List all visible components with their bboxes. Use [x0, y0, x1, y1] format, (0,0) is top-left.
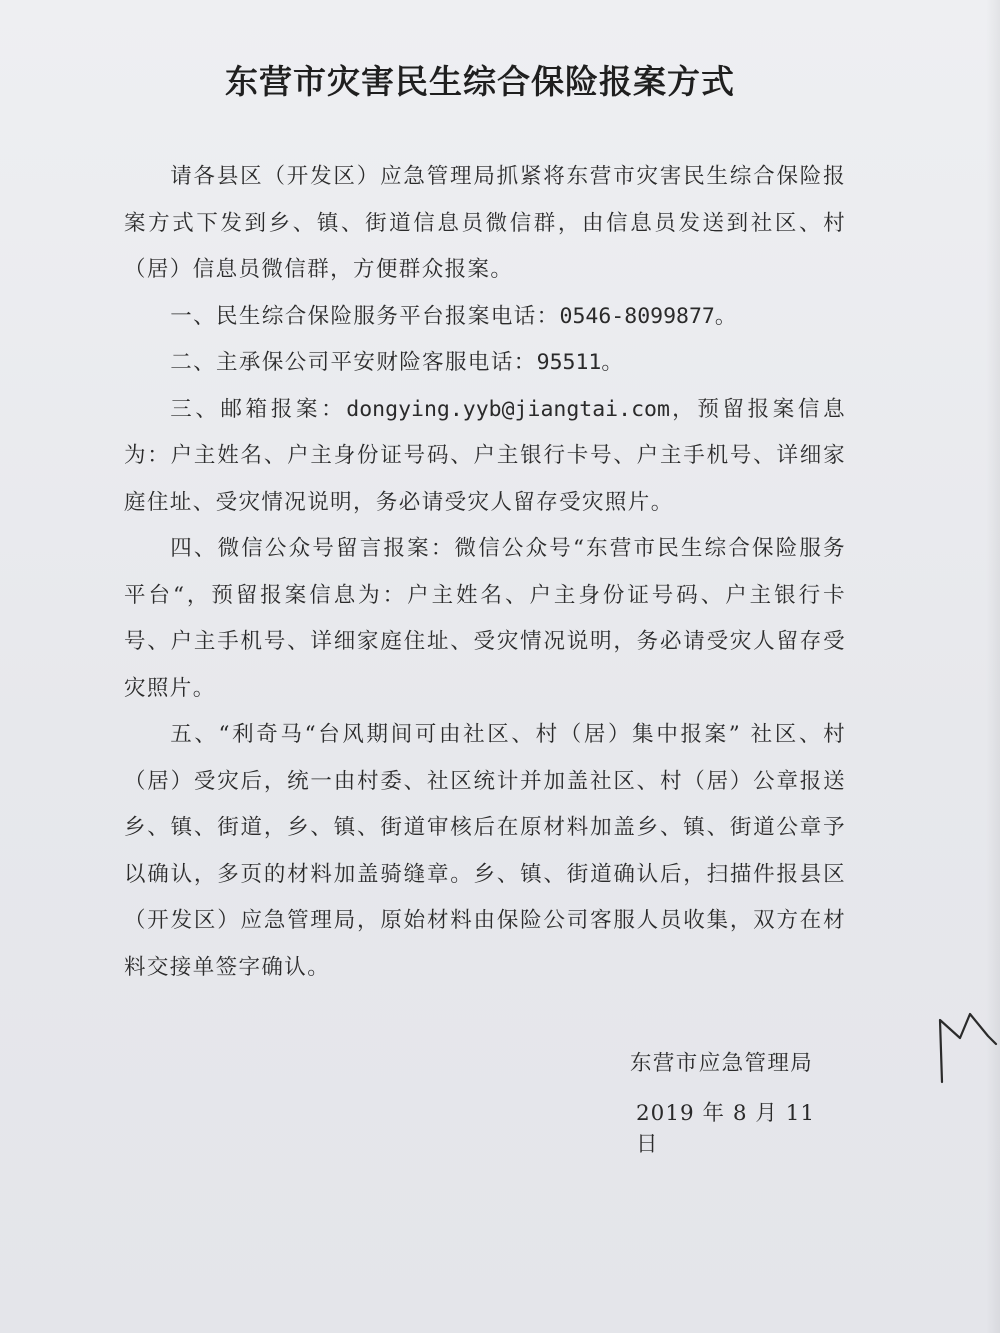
handwritten-mark-icon — [930, 1000, 1000, 1090]
hotline-number: 0546-8099877 — [559, 303, 715, 329]
item-5-paragraph: 五、“利奇马“台风期间可由社区、村（居）集中报案” 社区、村（居）受灾后，统一由村委、社区统计并加盖社区、村（居）公章报送乡、镇、街道，乡、镇、街道审核后在原材料加盖乡、镇、街道公章予以确认，多页的材料加盖骑缝章。乡、镇、街道确认后，扫描件报县区（开发区）应急管理局，原始材料由保险公司客服人员收集，双方在材料交接单签字确认。 — [124, 722, 846, 980]
issuing-authority: 东营市应急管理局 — [630, 1051, 814, 1076]
report-email: dongying.yyb@jiangtai.com — [346, 396, 670, 422]
item-1-end: 。 — [714, 303, 738, 329]
document-title: 东营市灾害民生综合保险报案方式 — [225, 62, 735, 101]
item-2-label: 二、主承保公司平安财险客服电话： — [170, 350, 537, 375]
item-1-label: 一、民生综合保险服务平台报案电话： — [170, 303, 560, 329]
item-1-paragraph — [124, 294, 846, 341]
issue-date: 2019 年 8 月 11 日 — [636, 1101, 816, 1157]
item-3-rest: ，预留报案信息为：户主姓名、户主身份证号码、户主银行卡号、户主手机号、详细家庭住址、受灾情况说明，务必请受灾人留存受灾照片。 — [124, 396, 846, 515]
service-number: 95511 — [536, 350, 602, 375]
item-2-end: 。 — [601, 350, 625, 375]
intro-paragraph: 请各县区（开发区）应急管理局抓紧将东营市灾害民生综合保险报案方式下发到乡、镇、街道信息员微信群，由信息员发送到社区、村（居）信息员微信群，方便群众报案。 — [124, 164, 846, 282]
item-4-paragraph: 四、微信公众号留言报案：微信公众号“东营市民生综合保险服务平台“，预留报案信息为：户主姓名、户主身份证号码、户主银行卡号、户主手机号、详细家庭住址、受灾情况说明，务必请受灾人留存受灾照片。 — [124, 536, 846, 701]
document-body — [124, 154, 846, 991]
item-2-paragraph — [124, 340, 846, 387]
item-3-label: 三、邮箱报案： — [170, 396, 347, 422]
page-edge-shadow — [986, 0, 1000, 1333]
item-3-paragraph — [124, 387, 846, 527]
